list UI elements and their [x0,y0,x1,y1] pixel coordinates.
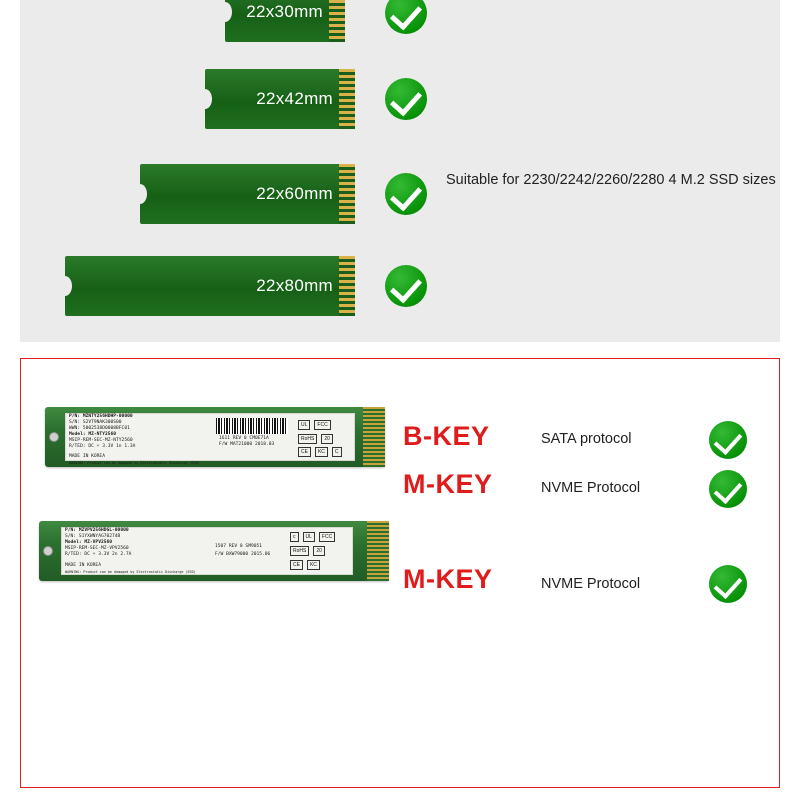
protocol-label-nvme-2: NVME Protocol [541,576,641,592]
size-label: 22x42mm [256,89,333,108]
protocol-label-nvme-1: NVME Protocol [541,480,641,496]
barcode [216,418,288,434]
cert-mark: KC [315,447,328,457]
cert-mark: KC [307,560,320,570]
ssd-module-photo-bottom [39,521,389,581]
board-gold-fingers [339,256,355,316]
size-row-2280 [65,256,355,316]
ssd-board-graphic [225,0,345,42]
label-line: P/N: MZVPV256HDGL-00000 [65,528,129,533]
mounting-hole [43,546,53,556]
board-notch [218,2,232,22]
label-line: MSIP-REM-SEC-MZ-VPV2560 [65,546,129,551]
key-label-b-key: B-KEY [403,421,490,451]
label-line: Model: MZ-VPV2560 [65,540,113,545]
label-line: 1611 REV 0 CM0E71A [219,436,269,441]
label-line: F/W MAT21000 2018.03 [219,442,275,447]
check-icon-2242 [385,78,427,120]
board-notch [198,89,212,109]
check-icon-2230 [385,0,427,34]
protocol-label-sata: SATA protocol [541,431,632,447]
check-icon-2260 [385,173,427,215]
key-label-m-key-2: M-KEY [403,564,493,594]
cert-mark: FCC [314,420,330,430]
label-line: MADE IN KOREA [69,454,105,459]
ssd-label-sticker [61,527,353,575]
cert-mark: UL [303,532,315,542]
certification-marks [290,560,320,570]
label-line: R/TED: DC + 3.3V 1n 1.3A [69,444,136,449]
certification-marks [298,420,331,430]
certification-marks [298,434,333,444]
gold-connector [363,407,385,467]
ssd-label-sticker [65,413,355,465]
board-notch [58,276,72,296]
check-icon-b-key [709,421,747,459]
certification-marks [290,532,335,542]
cert-mark: RoHS [290,546,309,556]
ssd-board-graphic [205,69,355,129]
size-label: 22x60mm [256,184,333,203]
size-row-2230 [225,0,345,42]
label-line: MADE IN KOREA [65,563,101,568]
gold-connector [367,521,389,581]
label-line: P/N: MZNTY256HDHP-00000 [69,414,133,419]
size-label: 22x30mm [246,2,323,21]
check-icon-2280 [385,265,427,307]
cert-mark: 20 [321,434,333,444]
compatibility-note: Suitable for 2230/2242/2260/2280 4 M.2 SSD sizes [446,172,776,188]
ssd-board-graphic [65,256,355,316]
check-icon-m-key-1 [709,470,747,508]
label-line: S/N: S1YXWNYAG70274B [65,534,121,539]
label-line: R/TED: DC + 3.3V 2n 2.7A [65,552,132,557]
key-label-m-key-1: M-KEY [403,469,493,499]
certification-marks [298,447,342,457]
board-gold-fingers [329,0,345,42]
label-line: MSIP-REM-SEC-MZ-NTY2560 [69,438,133,443]
label-line: S/N: S2VT9NAK300S00 [69,420,122,425]
mounting-hole [49,432,59,442]
label-line: WWN: 5002538D0008BFC01 [69,426,130,431]
cert-mark: CE [298,447,311,457]
size-label: 22x80mm [256,276,333,295]
ssd-size-compatibility-panel [20,0,780,342]
size-row-2242 [205,69,355,129]
board-notch [133,184,147,204]
cert-mark: UL [298,420,310,430]
label-line: Model: MZ-NTY2560 [69,432,117,437]
cert-mark: RoHS [298,434,317,444]
cert-mark: FCC [319,532,335,542]
size-row-2260 [140,164,355,224]
label-line: WARNING: Product can be damaged by Electrostatic Discharge (ESD) [69,461,200,465]
label-line: F/W BXW79000 2015.06 [215,552,271,557]
cert-mark: c [290,532,299,542]
ssd-module-photo-top [45,407,385,467]
cert-mark: 20 [313,546,325,556]
label-line: WARNING: Product can be damaged by Electrostatic Discharge (ESD) [65,570,196,574]
cert-mark: CE [290,560,303,570]
check-icon-m-key-2 [709,565,747,603]
label-line: 1507 REV 0 SM9051 [215,544,263,549]
certification-marks [290,546,325,556]
board-gold-fingers [339,69,355,129]
ssd-board-graphic [140,164,355,224]
key-type-compatibility-panel [20,358,780,788]
board-gold-fingers [339,164,355,224]
cert-mark: C [332,447,342,457]
